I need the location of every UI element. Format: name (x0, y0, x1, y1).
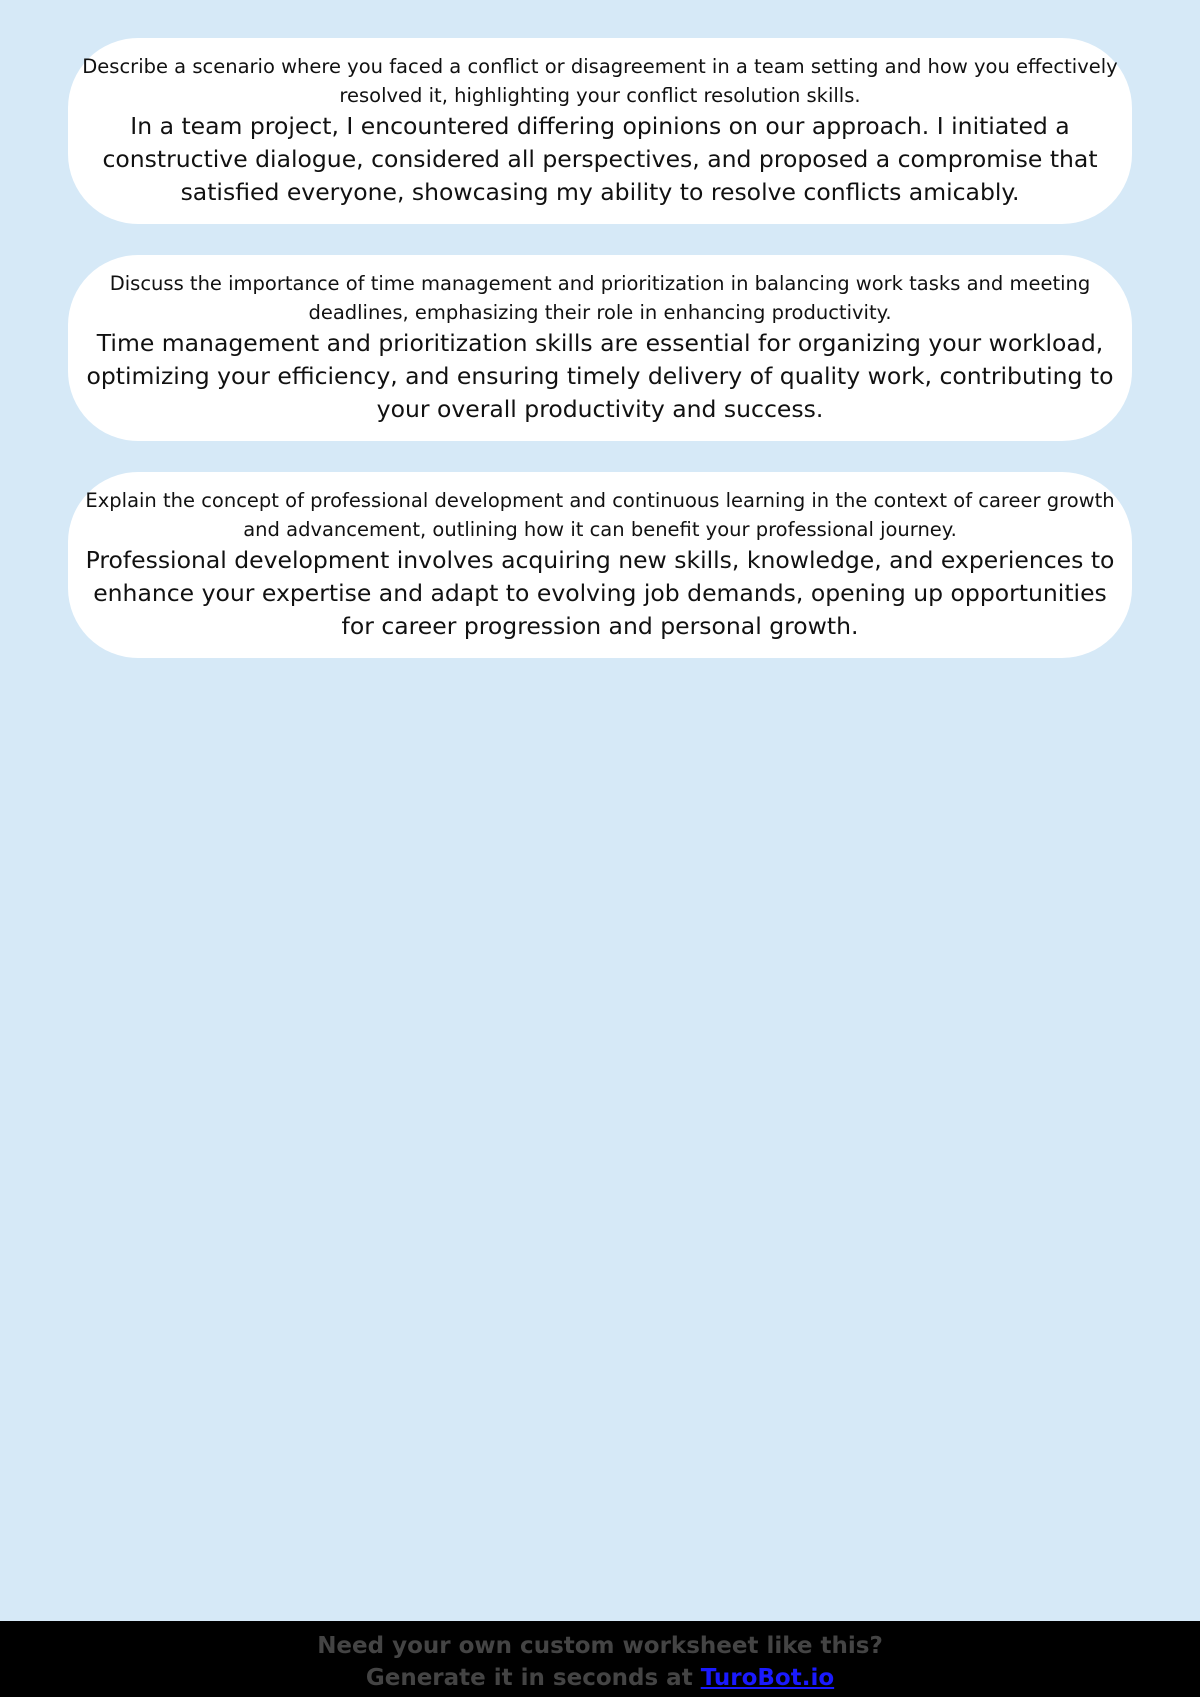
answer-text: In a team project, I encountered differing opinions on our approach. I initiated a constructive dialogue, considered all perspectives, and proposed a compromise that satisfied everyone, showcasing my ability to resolve conflicts amicably. (102, 112, 1098, 206)
question-text: Explain the concept of professional development and continuous learning in the context of career growth and advancement, outlining how it can benefit your professional journey. (85, 489, 1115, 541)
question-card-1 (68, 38, 1132, 224)
question-card-3 (68, 472, 1132, 658)
worksheet-cards (68, 38, 1132, 689)
footer-line-1: Need your own custom worksheet like this? (317, 1633, 883, 1659)
turobot-link[interactable]: TuroBot.io (700, 1665, 835, 1691)
question-card-2 (68, 255, 1132, 441)
footer-line-2-prefix: Generate it in seconds at (365, 1665, 701, 1691)
promo-footer (0, 1621, 1200, 1697)
footer-line-2 (0, 1662, 1200, 1694)
question-text: Describe a scenario where you faced a conflict or disagreement in a team setting and how you effectively resolved it, highlighting your conflict resolution skills. (82, 55, 1118, 107)
answer-text: Professional development involves acquiring new skills, knowledge, and experiences to enhance your expertise and adapt to evolving job demands, opening up opportunities for career progression and personal growth. (85, 546, 1115, 640)
question-text: Discuss the importance of time management and prioritization in balancing work tasks and meeting deadlines, emphasizing their role in enhancing productivity. (109, 272, 1091, 324)
answer-text: Time management and prioritization skills are essential for organizing your workload, optimizing your efficiency, and ensuring timely delivery of quality work, contributing to your overall productivity and success. (86, 329, 1114, 423)
